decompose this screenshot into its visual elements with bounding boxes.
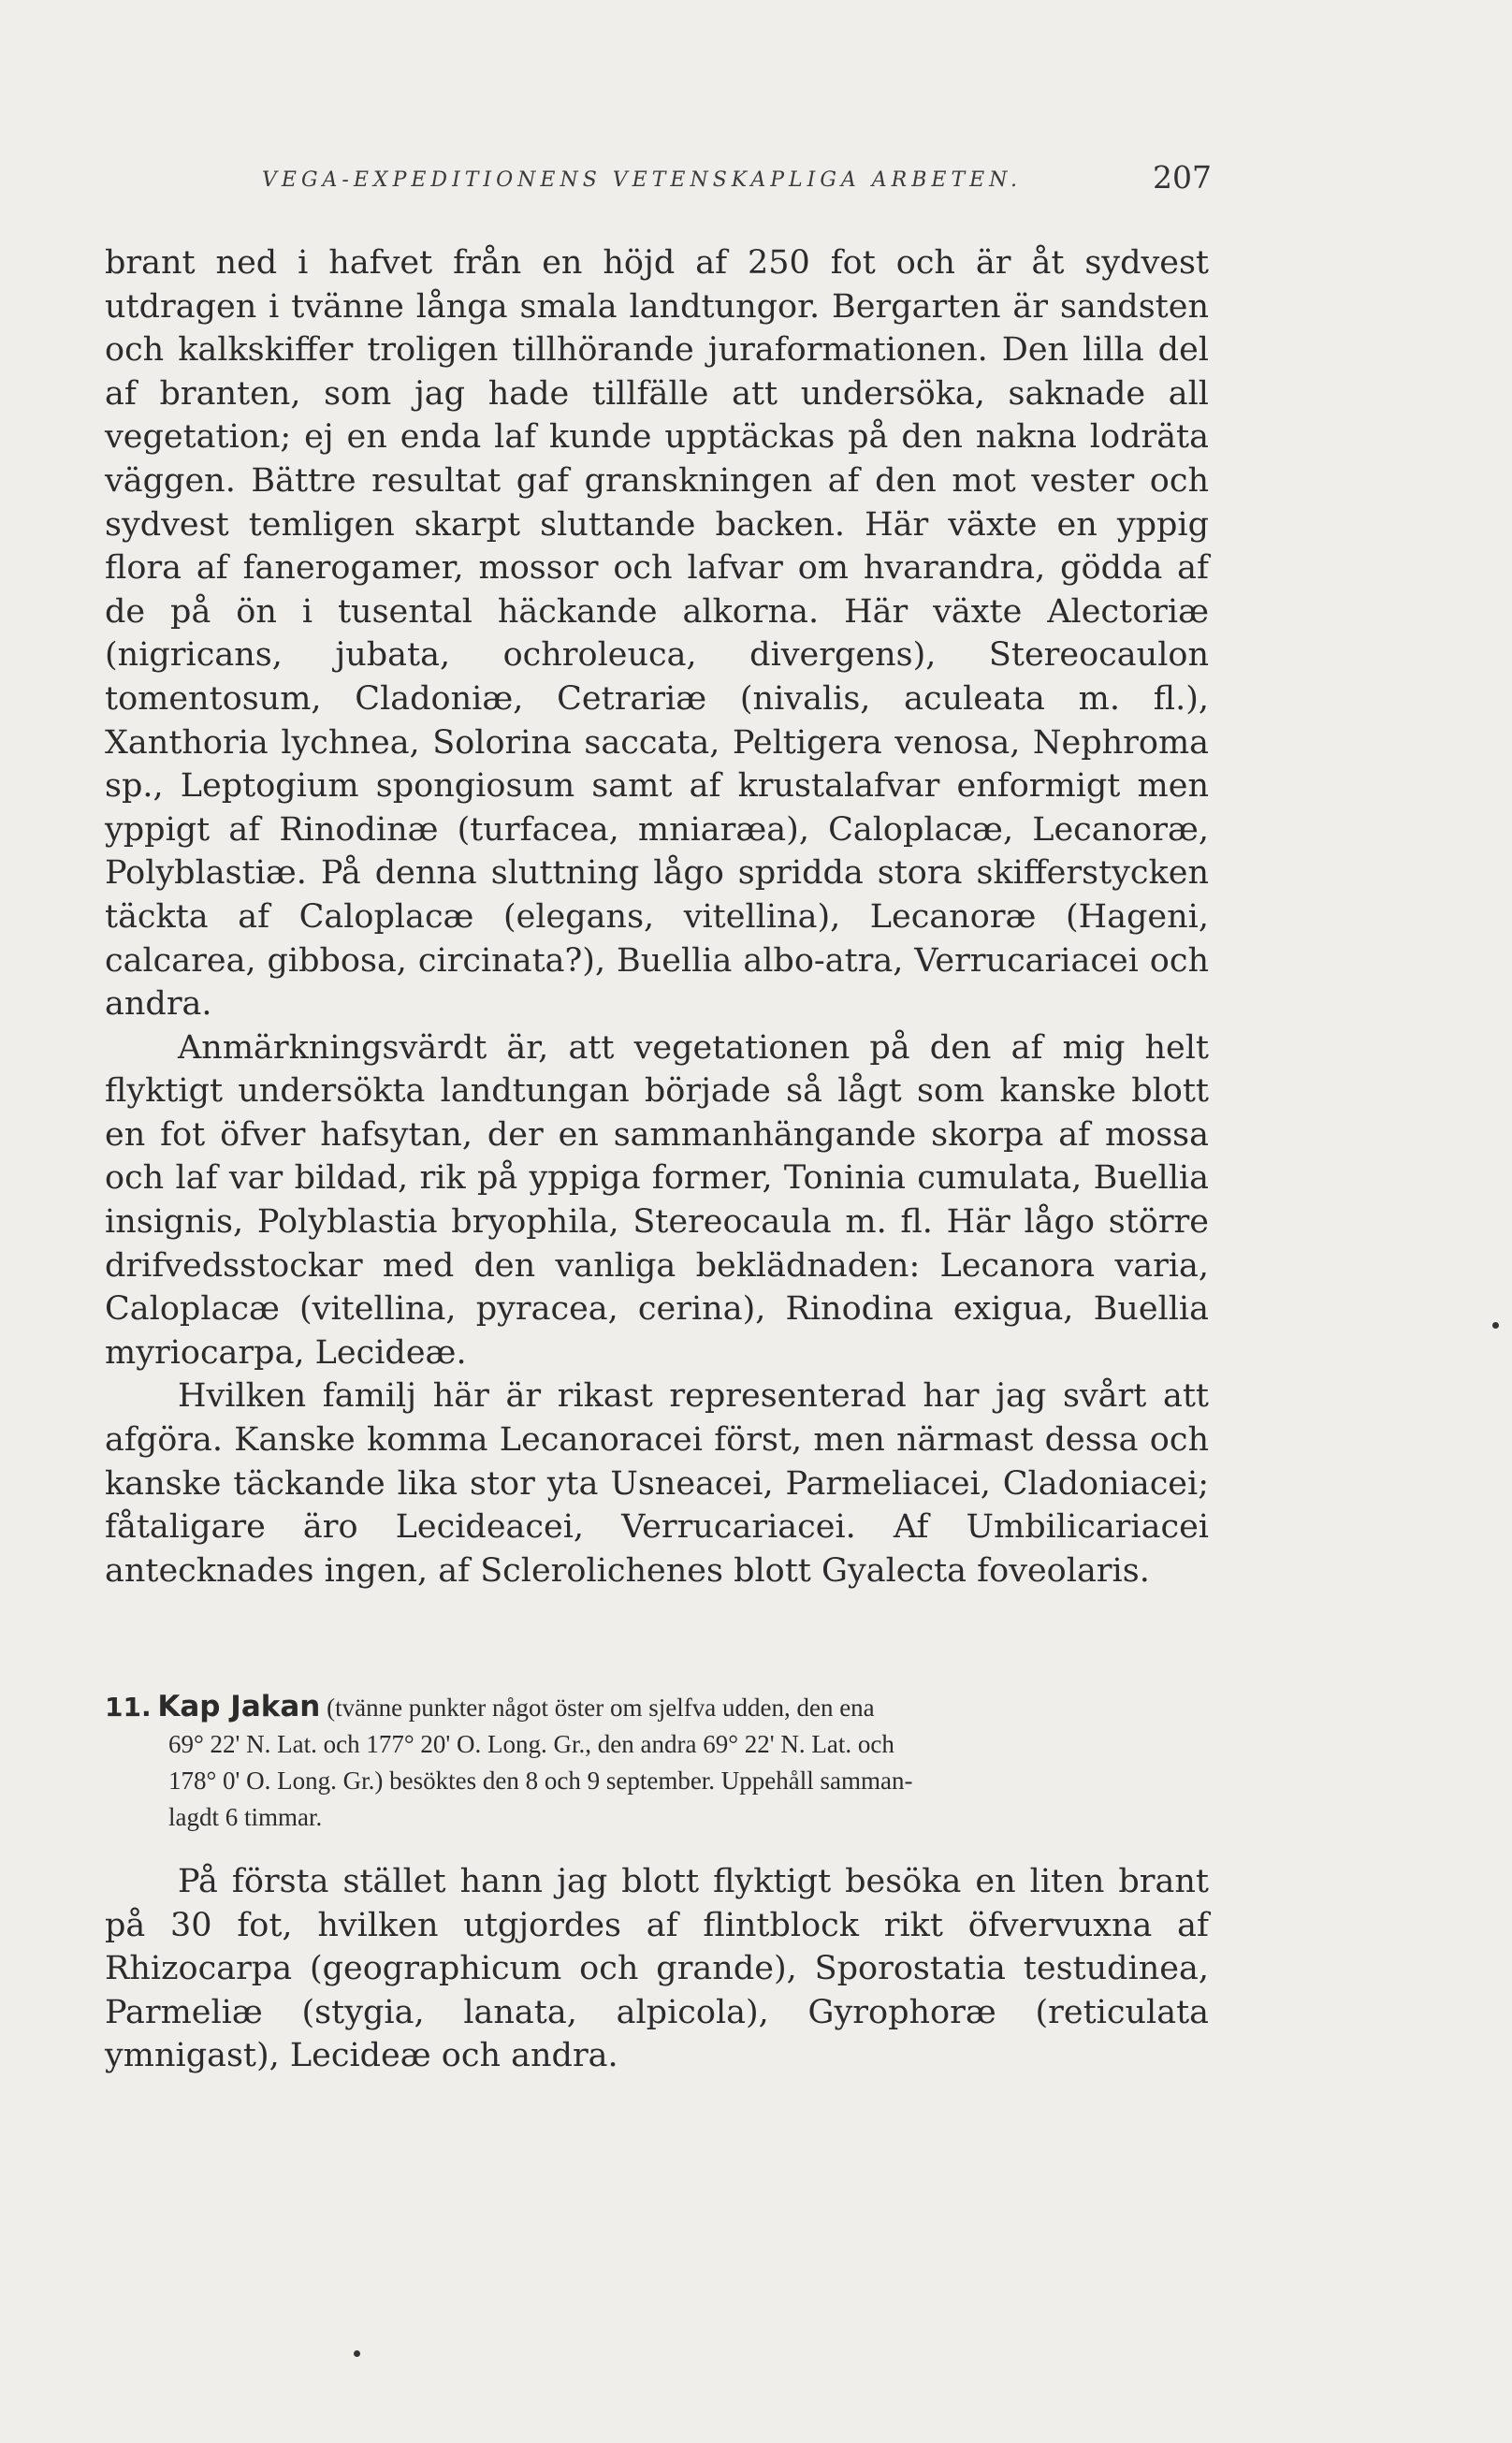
paragraph: brant ned i hafvet från en höjd af 250 fot och är åt sydvest utdragen i tvänne långa smala landtungor. Bergarten är sandsten och kalkskiffer troligen tillhörande juraformationen. Den lilla del af branten, som jag hade tillfälle att undersöka, saknade all vegetation; ej en enda laf kunde upptäckas på den nakna lodräta väggen. Bättre resultat gaf granskningen af den mot vester och sydvest temligen skarpt sluttande backen. Här växte en yppig flora af fanerogamer, mossor och lafvar om hvarandra, gödda af de på ön i tusental häckande alkorna. Här växte Alectoriæ (nigricans, jubata, ochroleuca, divergens), Stereocaulon tomentosum, Cladoniæ, Cetrariæ (nivalis, aculeata m. fl.), Xanthoria lychnea, Solorina saccata, Peltigera venosa, Nephroma sp., Leptogium spongiosum samt af krustalafvar enformigt men yppigt af Rinodinæ (turfacea, mniaræa), Caloplacæ, Lecanoræ, Polyblastiæ. På denna sluttning lågo spridda stora skifferstycken täckta af Caloplacæ (elegans, vitellina), Lecanoræ (Hageni, calcarea, gibbosa, circinata?), Buellia albo-atra, Verrucariacei och andra. [105, 244, 1209, 1024]
paragraph: Anmärkningsvärdt är, att vegetationen på den af mig helt flyktigt undersökta landtungan började så lågt som kanske blott en fot öfver hafsytan, der en sammanhängande skorpa af mossa och laf var bildad, rik på yppiga former, Toninia cumulata, Buellia insignis, Polyblastia bryophila, Stereocaula m. fl. Här lågo större drifvedsstockar med den vanliga beklädnaden: Lecanora varia, Caloplacæ (vitellina, pyracea, cerina), Rinodina exigua, Buellia myriocarpa, Lecideæ. [105, 1028, 1209, 1372]
section-note-line: (tvänne punkter något öster om sjelfva udden, den ena [327, 1694, 875, 1722]
section-note-line: lagdt 6 timmar. [168, 1803, 323, 1831]
page-number: 207 [1153, 159, 1212, 196]
paragraph: Hvilken familj här är rikast representerad har jag svårt att afgöra. Kanske komma Lecanoracei först, men närmast dessa och kanske täckande lika stor yta Usneacei, Parmeliacei, Cladoniacei; fåtaligare äro Lecideacei, Verrucariacei. Af Umbilicariacei antecknades ingen, af Sclerolichenes blott Gyalecta foveolaris. [105, 1377, 1209, 1590]
running-title: VEGA-EXPEDITIONENS VETENSKAPLIGA ARBETEN. [262, 168, 1023, 192]
paragraph: På första stället hann jag blott flyktigt besöka en liten brant på 30 fot, hvilken utgjordes af flintblock rikt öfvervuxna af Rhizocarpa (geographicum och grande), Sporostatia testudinea, Parmeliæ (stygia, lanata, alpicola), Gyrophoræ (reticulata ymnigast), Lecideæ och andra. [105, 1863, 1209, 2075]
main-text [105, 241, 1209, 1592]
section-note-line: 69° 22' N. Lat. och 177° 20' O. Long. Gr., den andra 69° 22' N. Lat. och [168, 1730, 894, 1758]
section-title: Kap Jakan [157, 1690, 321, 1723]
ink-speck [1492, 1322, 1499, 1329]
ink-speck [354, 2350, 360, 2357]
section-first-line [105, 1689, 1209, 1726]
section-entry [105, 1689, 1209, 1836]
page-header [262, 159, 1212, 202]
section-number: 11. [105, 1692, 152, 1723]
closing-text [105, 1860, 1209, 2078]
section-note-line: 178° 0' O. Long. Gr.) besöktes den 8 och 9 september. Uppehåll samman- [168, 1767, 913, 1795]
